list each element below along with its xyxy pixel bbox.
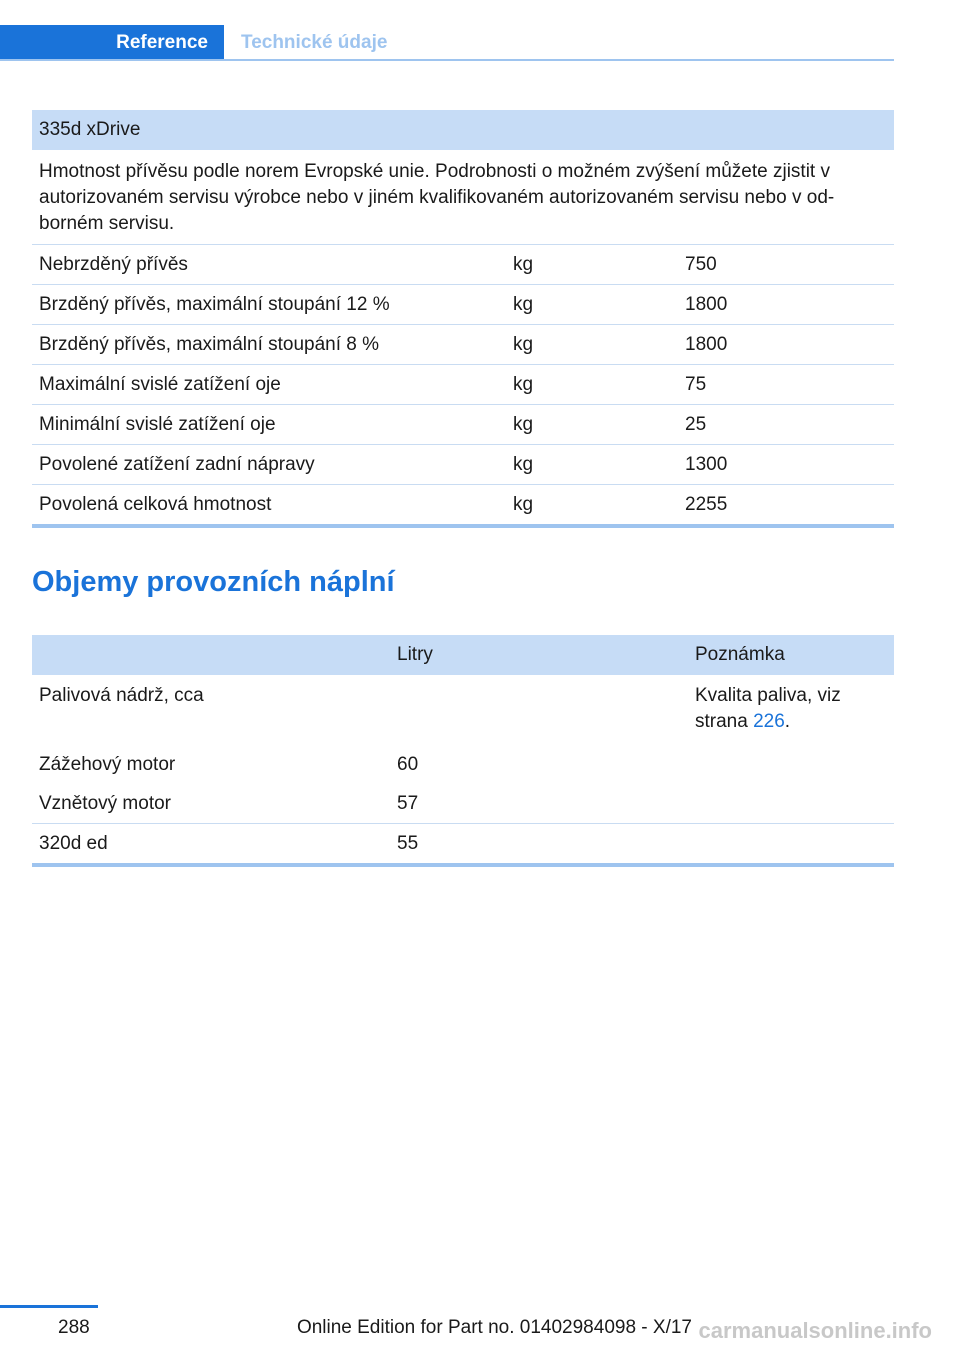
table-header-row xyxy=(32,635,894,675)
row-value: 25 xyxy=(678,405,894,445)
tab-technical-data[interactable]: Technické údaje xyxy=(241,32,388,53)
trailer-description: Hmotnost přívěsu podle norem Evropské unie. Podrobnosti o možném zvýšení můžete zjistit v autorizovaném servisu výrobce nebo v jiném kvalifikovaném autorizovaném servisu nebo v od‐borném servisu. xyxy=(32,150,894,245)
table-row xyxy=(32,245,894,285)
row-label: Vznětový motor xyxy=(32,784,390,824)
row-value: 750 xyxy=(678,245,894,285)
row-value: 60 xyxy=(397,753,419,775)
row-unit: kg xyxy=(506,485,678,527)
table-row xyxy=(32,485,894,527)
page-header xyxy=(0,25,894,61)
row-unit: kg xyxy=(506,285,678,325)
header-liters: Litry xyxy=(390,635,688,675)
table-row xyxy=(32,405,894,445)
table-header-row xyxy=(32,110,894,150)
table-row xyxy=(32,745,894,784)
table-description-row xyxy=(32,150,894,245)
page-reference-link[interactable]: 226 xyxy=(753,711,785,732)
row-note xyxy=(688,784,894,824)
row-unit: kg xyxy=(506,445,678,485)
row-label: 320d ed xyxy=(32,824,390,866)
fluid-capacities-table xyxy=(32,635,894,867)
row-note xyxy=(688,745,894,784)
watermark: carmanualsonline.info xyxy=(698,1318,932,1343)
table-row xyxy=(32,675,894,745)
row-label: Palivová nádrž, cca xyxy=(39,685,204,706)
row-label: Brzděný přívěs, maximální stoupání 12 % xyxy=(32,285,506,325)
table-row xyxy=(32,784,894,824)
row-value: 1800 xyxy=(678,285,894,325)
row-unit: kg xyxy=(506,245,678,285)
header-divider xyxy=(0,59,894,61)
row-value: 55 xyxy=(390,824,688,866)
row-unit: kg xyxy=(506,405,678,445)
row-label: Maximální svislé zatížení oje xyxy=(32,365,506,405)
trailer-weights-table xyxy=(32,110,894,528)
row-value xyxy=(390,675,688,745)
row-value: 1300 xyxy=(678,445,894,485)
header-empty-cell xyxy=(32,635,390,675)
section-title: Objemy provozních náplní xyxy=(32,566,395,598)
table-row xyxy=(32,824,894,866)
row-value: 75 xyxy=(678,365,894,405)
row-value: 1800 xyxy=(678,325,894,365)
row-unit: kg xyxy=(506,325,678,365)
row-value: 2255 xyxy=(678,485,894,527)
row-label: Nebrzděný přívěs xyxy=(32,245,506,285)
edition-text: Online Edition for Part no. 01402984098 - X/17 xyxy=(296,1317,692,1338)
row-note xyxy=(688,824,894,866)
table-row xyxy=(32,325,894,365)
row-label: Brzděný přívěs, maximální stoupání 8 % xyxy=(32,325,506,365)
row-unit: kg xyxy=(506,365,678,405)
model-header: 335d xDrive xyxy=(32,110,894,150)
page-number: 288 xyxy=(58,1317,90,1338)
tab-reference[interactable]: Reference xyxy=(0,25,224,61)
note-text: Kvalita paliva, viz strana xyxy=(695,685,841,732)
footer-accent-line xyxy=(0,1305,98,1308)
row-label: Zážehový motor xyxy=(39,753,176,775)
table-row xyxy=(32,365,894,405)
row-note xyxy=(688,675,894,745)
note-end: . xyxy=(784,711,791,732)
header-note: Poznámka xyxy=(688,635,894,675)
table-row xyxy=(32,445,894,485)
row-value: 57 xyxy=(390,784,688,824)
row-label: Povolené zatížení zadní nápravy xyxy=(32,445,506,485)
row-label: Minimální svislé zatížení oje xyxy=(32,405,506,445)
table-row xyxy=(32,285,894,325)
row-label: Povolená celková hmotnost xyxy=(32,485,506,527)
